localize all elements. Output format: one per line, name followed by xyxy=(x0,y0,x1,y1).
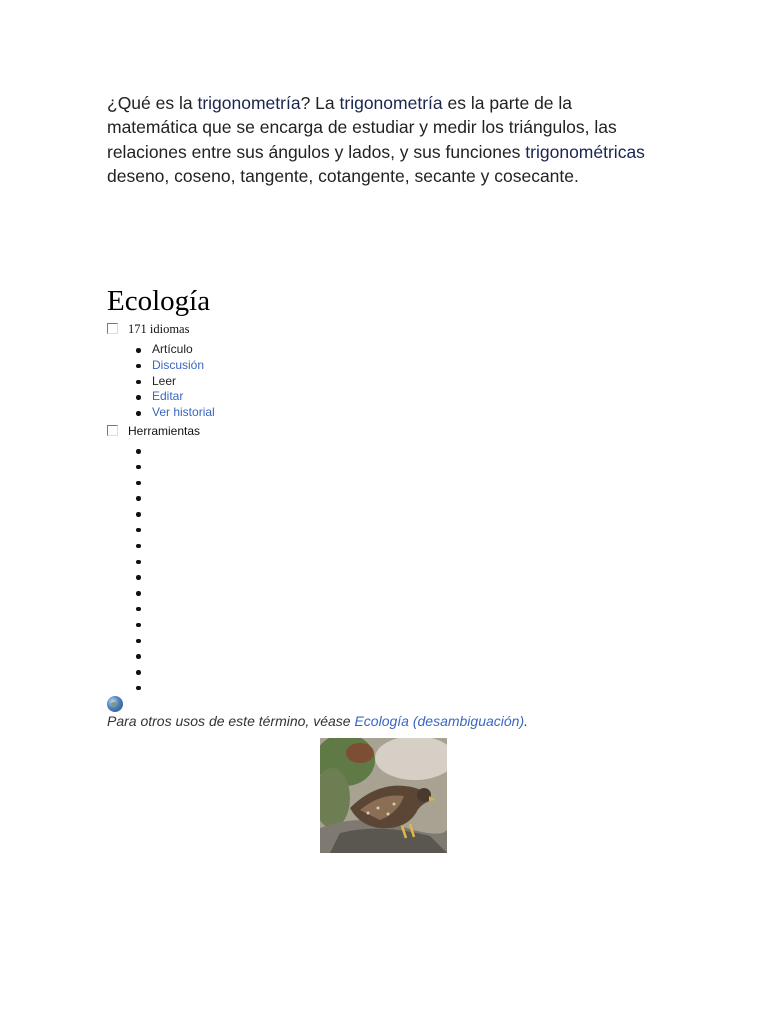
para-text-1: ¿Qué es la xyxy=(107,93,198,113)
para-text-3: es la parte de la matemática que se encarga de estudiar y medir los triángulos, las relaciones entre sus ángulos y lados, y sus funciones xyxy=(107,93,617,162)
tools-item[interactable] xyxy=(133,475,152,491)
tools-toggle[interactable] xyxy=(107,424,200,438)
tab-ver-historial[interactable]: Ver historial xyxy=(133,405,215,421)
hatnote-end: . xyxy=(524,713,529,729)
tools-item[interactable] xyxy=(133,443,152,459)
trigonometricas-link[interactable]: trigonométricas xyxy=(525,141,645,162)
tab-editar[interactable]: Editar xyxy=(133,389,215,405)
hatnote-text: Para otros usos de este término, véase xyxy=(107,713,355,729)
tools-item[interactable] xyxy=(133,585,152,601)
tools-item[interactable] xyxy=(133,664,152,680)
tools-item[interactable] xyxy=(133,569,152,585)
tab-articulo[interactable]: Artículo xyxy=(133,342,215,358)
disambiguation-link[interactable]: Ecología (desambiguación) xyxy=(354,713,525,729)
tools-item[interactable] xyxy=(133,459,152,475)
intro-paragraph xyxy=(107,91,667,188)
page-tabs xyxy=(133,342,215,421)
tab-leer[interactable]: Leer xyxy=(133,374,215,390)
para-text-2: ? La xyxy=(300,93,340,113)
hatnote xyxy=(107,713,528,729)
hawk-illustration xyxy=(320,738,447,853)
tools-item[interactable] xyxy=(133,680,152,696)
trigonometria-link-1[interactable]: trigonometría xyxy=(197,93,301,113)
languages-label[interactable]: 171 idiomas xyxy=(128,322,190,336)
globe-icon xyxy=(107,696,123,712)
para-text-4: deseno, coseno, tangente, cotangente, secante y cosecante. xyxy=(107,165,579,186)
tools-item[interactable] xyxy=(133,506,152,522)
tab-discusion[interactable]: Discusión xyxy=(133,358,215,374)
tools-item[interactable] xyxy=(133,617,152,633)
tools-label[interactable]: Herramientas xyxy=(128,424,201,438)
languages-toggle[interactable] xyxy=(107,322,189,337)
tools-item[interactable] xyxy=(133,633,152,649)
tools-list xyxy=(133,443,152,696)
trigonometria-link-2[interactable]: trigonometría xyxy=(339,93,443,113)
languages-checkbox[interactable] xyxy=(107,323,118,334)
tools-item[interactable] xyxy=(133,648,152,664)
tools-item[interactable] xyxy=(133,522,152,538)
tools-item[interactable] xyxy=(133,490,152,506)
hawk-photo xyxy=(320,738,447,853)
tools-item[interactable] xyxy=(133,554,152,570)
tools-checkbox[interactable] xyxy=(107,425,118,436)
tools-item[interactable] xyxy=(133,601,152,617)
page-title: Ecología xyxy=(107,285,211,317)
tools-item[interactable] xyxy=(133,538,152,554)
